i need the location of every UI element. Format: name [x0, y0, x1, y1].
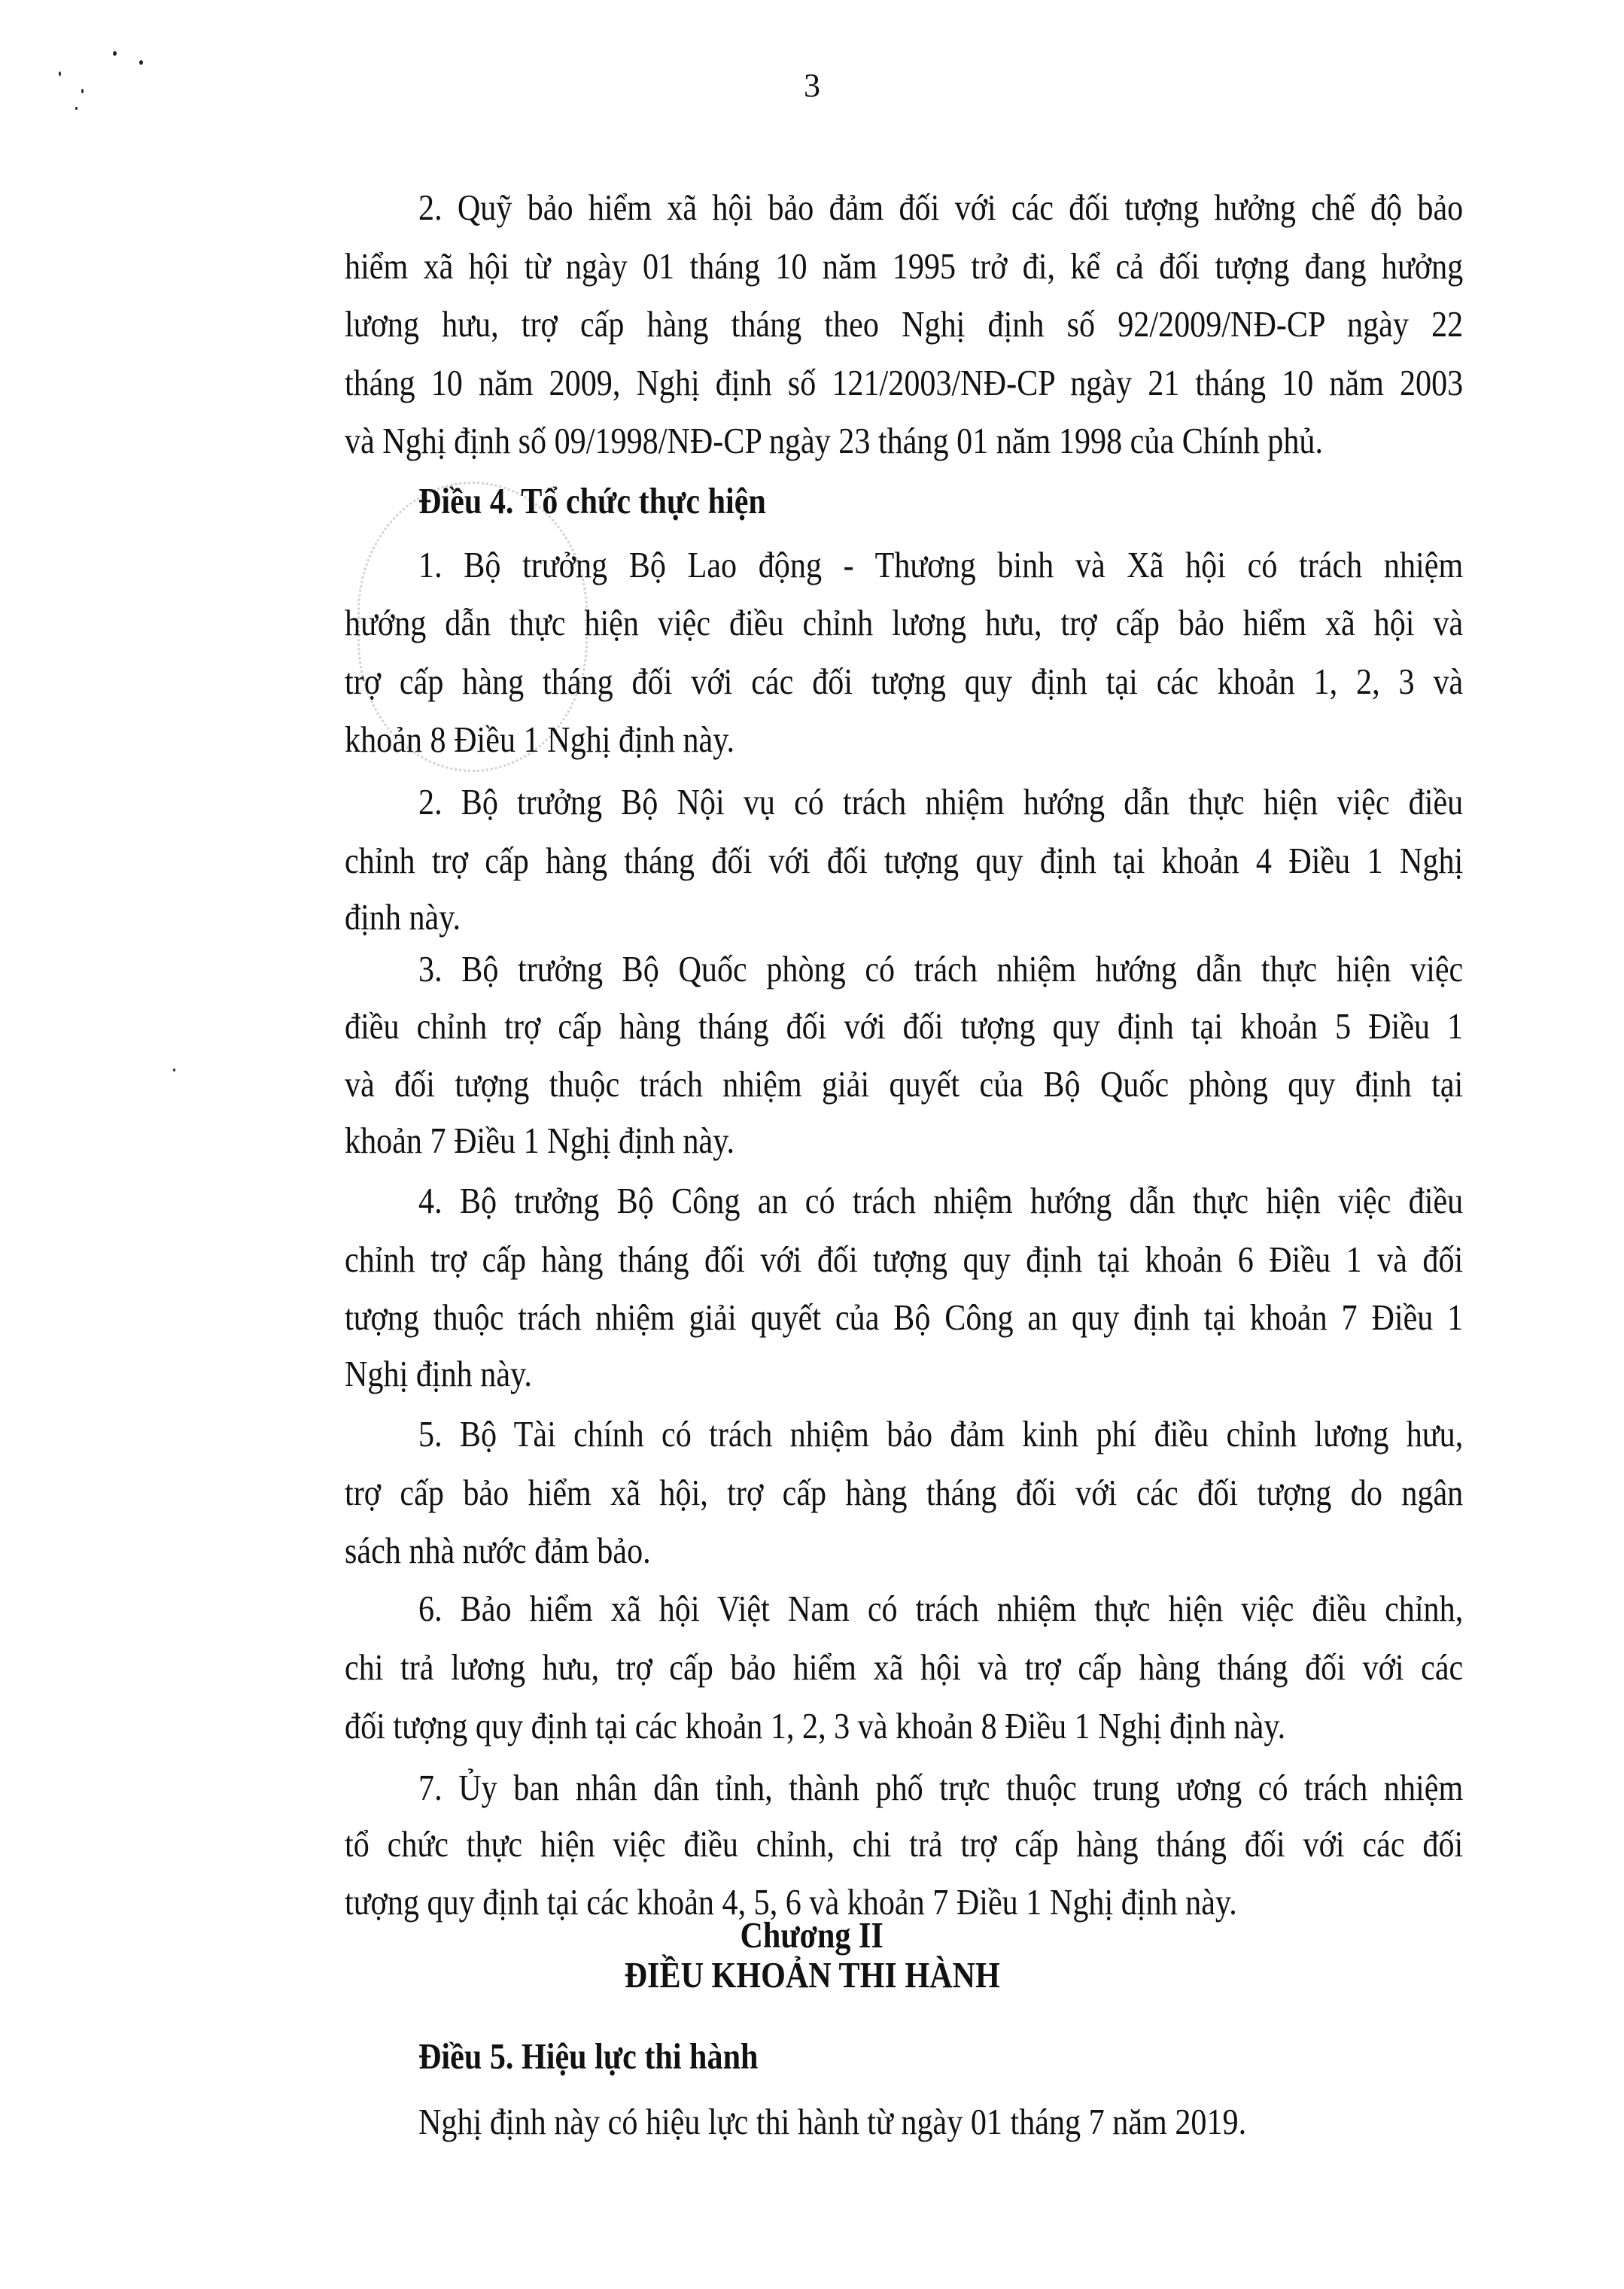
- article4-item-7-line: tổ chức thực hiện việc điều chỉnh, chi trả trợ cấp hàng tháng đối với các đối: [345, 1823, 1463, 1865]
- article3-item2-line: lương hưu, trợ cấp hàng tháng theo Nghị định số 92/2009/NĐ-CP ngày 22: [345, 303, 1463, 345]
- page-number: 3: [804, 67, 820, 104]
- article3-item2-line: và Nghị định số 09/1998/NĐ-CP ngày 23 tháng 01 năm 1998 của Chính phủ.: [345, 420, 1324, 461]
- article4-item-5-line: sách nhà nước đảm bảo.: [345, 1530, 651, 1571]
- article4-item-3-line: 3. Bộ trưởng Bộ Quốc phòng có trách nhiệm hướng dẫn thực hiện việc: [418, 948, 1463, 989]
- article4-item-7-line: tượng quy định tại các khoản 4, 5, 6 và khoản 7 Điều 1 Nghị định này.: [345, 1881, 1237, 1923]
- article4-item-6-line: chi trả lương hưu, trợ cấp bảo hiểm xã hội và trợ cấp hàng tháng đối với các: [345, 1646, 1463, 1688]
- article4-item-4-line: tượng thuộc trách nhiệm giải quyết của Bộ Công an quy định tại khoản 7 Điều 1: [345, 1296, 1463, 1338]
- article4-item-1-line: 1. Bộ trưởng Bộ Lao động - Thương binh và Xã hội có trách nhiệm: [418, 544, 1463, 585]
- chapter-label: Chương II: [740, 1914, 884, 1956]
- article3-item2-line: hiểm xã hội từ ngày 01 tháng 10 năm 1995 trở đi, kể cả đối tượng đang hưởng: [345, 245, 1463, 287]
- article4-item-2-line: định này.: [345, 896, 461, 938]
- article3-item2-line: tháng 10 năm 2009, Nghị định số 121/2003/NĐ-CP ngày 21 tháng 10 năm 2003: [345, 362, 1463, 403]
- article4-title: Điều 4. Tổ chức thực hiện: [418, 480, 766, 521]
- article4-item-7-line: 7. Ủy ban nhân dân tỉnh, thành phố trực thuộc trung ương có trách nhiệm: [418, 1767, 1463, 1808]
- article4-item-4-line: 4. Bộ trưởng Bộ Công an có trách nhiệm hướng dẫn thực hiện việc điều: [418, 1180, 1463, 1221]
- article4-item-5-line: 5. Bộ Tài chính có trách nhiệm bảo đảm kinh phí điều chỉnh lương hưu,: [418, 1413, 1463, 1455]
- article3-item2-line: 2. Quỹ bảo hiểm xã hội bảo đảm đối với các đối tượng hưởng chế độ bảo: [418, 187, 1463, 228]
- article4-item-1-line: hướng dẫn thực hiện việc điều chỉnh lương hưu, trợ cấp bảo hiểm xã hội và: [345, 602, 1463, 643]
- chapter-title: ĐIỀU KHOẢN THI HÀNH: [624, 1954, 1000, 1996]
- article4-item-5-line: trợ cấp bảo hiểm xã hội, trợ cấp hàng tháng đối với các đối tượng do ngân: [345, 1472, 1463, 1513]
- article4-item-3-line: khoản 7 Điều 1 Nghị định này.: [345, 1120, 735, 1161]
- article4-item-6-line: 6. Bảo hiểm xã hội Việt Nam có trách nhiệm thực hiện việc điều chỉnh,: [418, 1588, 1463, 1629]
- article5-title: Điều 5. Hiệu lực thi hành: [418, 2035, 759, 2077]
- article4-item-1-line: khoản 8 Điều 1 Nghị định này.: [345, 719, 735, 760]
- article4-item-4-line: Nghị định này.: [345, 1353, 532, 1394]
- article4-item-4-line: chỉnh trợ cấp hàng tháng đối với đối tượng quy định tại khoản 6 Điều 1 và đối: [345, 1239, 1463, 1280]
- article4-item-3-line: và đối tượng thuộc trách nhiệm giải quyết của Bộ Quốc phòng quy định tại: [345, 1063, 1463, 1105]
- article4-item-1-line: trợ cấp hàng tháng đối với các đối tượng quy định tại các khoản 1, 2, 3 và: [345, 661, 1463, 702]
- article4-item-2-line: 2. Bộ trưởng Bộ Nội vụ có trách nhiệm hướng dẫn thực hiện việc điều: [418, 781, 1463, 822]
- article4-item-3-line: điều chỉnh trợ cấp hàng tháng đối với đối tượng quy định tại khoản 5 Điều 1: [345, 1005, 1463, 1047]
- article5-body: Nghị định này có hiệu lực thi hành từ ngày 01 tháng 7 năm 2019.: [418, 2101, 1247, 2142]
- article4-item-6-line: đối tượng quy định tại các khoản 1, 2, 3 và khoản 8 Điều 1 Nghị định này.: [345, 1705, 1286, 1746]
- article4-item-2-line: chỉnh trợ cấp hàng tháng đối với đối tượng quy định tại khoản 4 Điều 1 Nghị: [345, 840, 1463, 881]
